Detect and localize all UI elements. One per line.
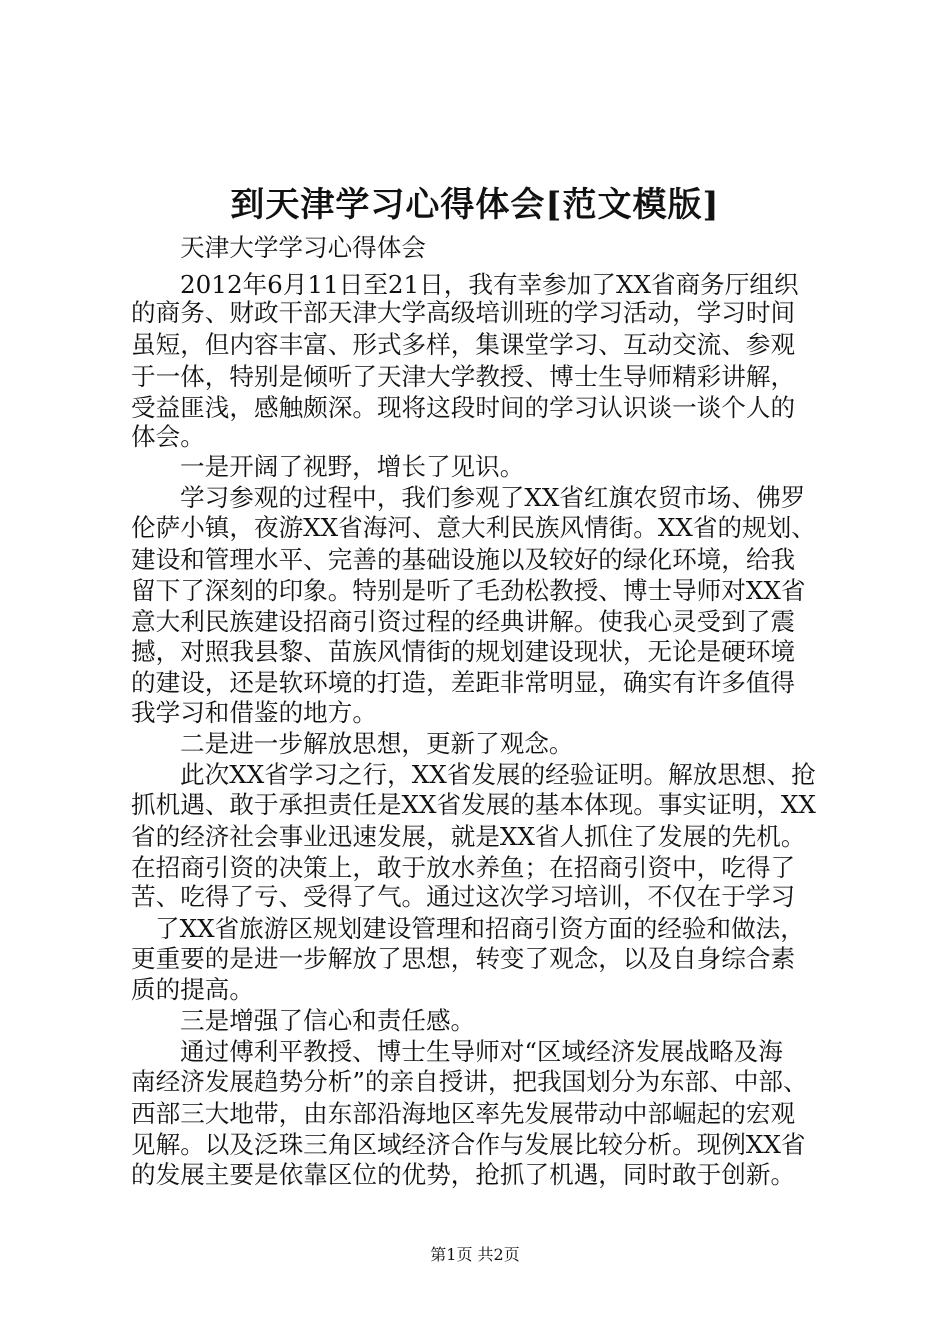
paragraph-line: 质的提高。: [131, 975, 254, 1004]
paragraph-line: 撼，对照我县黎、苗族风情街的规划建设现状，无论是硬环境: [131, 637, 796, 666]
paragraph-line: 伦萨小镇，夜游XX省海河、意大利民族风情街。XX省的规划、: [131, 513, 816, 542]
paragraph-line: 意大利民族建设招商引资过程的经典讲解。使我心灵受到了震: [131, 607, 796, 636]
paragraph-line: 于一体，特别是倾听了天津大学教授、博士生导师精彩讲解，: [131, 362, 796, 391]
paragraph-line: 虽短，但内容丰富、形式多样，集课堂学习、互动交流、参观: [131, 330, 796, 359]
section-heading: 一是开阔了视野，增长了见识。: [180, 452, 525, 481]
section-heading: 二是进一步解放思想，更新了观念。: [180, 729, 574, 758]
paragraph-line: 受益匪浅，感触颇深。现将这段时间的学习认识谈一谈个人的: [131, 393, 796, 422]
paragraph-line: 苦、吃得了亏、受得了气。通过这次学习培训，不仅在于学习: [131, 882, 796, 911]
paragraph-line: 通过傅利平教授、博士生导师对“区域经济发展战略及海: [180, 1037, 783, 1066]
paragraph-line: 的发展主要是依靠区位的优势，抢抓了机遇，同时敢于创新。: [131, 1160, 796, 1189]
paragraph-line: 抓机遇、敢于承担责任是XX省发展的基本体现。事实证明，XX: [131, 790, 816, 819]
paragraph-line: 西部三大地带，由东部沿海地区率先发展带动中部崛起的宏观: [131, 1099, 796, 1128]
document-title: 到天津学习心得体会[范文模版]: [230, 185, 720, 225]
paragraph-line: 在招商引资的决策上，敢于放水养鱼；在招商引资中，吃得了: [131, 853, 796, 882]
page-number-footer: 第1页 共2页: [430, 1245, 520, 1264]
paragraph-line: 此次XX省学习之行，XX省发展的经验证明。解放思想、抢: [180, 760, 816, 789]
paragraph-line: 南经济发展趋势分析”的亲自授讲，把我国划分为东部、中部、: [131, 1067, 808, 1096]
paragraph-line: 留下了深刻的印象。特别是听了毛劲松教授、博士导师对XX省: [131, 576, 806, 605]
paragraph-line: 的建设，还是软环境的打造，差距非常明显，确实有许多值得: [131, 668, 796, 697]
paragraph-line: 省的经济社会事业迅速发展，就是XX省人抓住了发展的先机。: [131, 822, 806, 851]
paragraph-line: 了XX省旅游区规划建设管理和招商引资方面的经验和做法，: [155, 914, 805, 943]
paragraph-line: 的商务、财政干部天津大学高级培训班的学习活动，学习时间: [131, 298, 796, 327]
paragraph-line: 学习参观的过程中，我们参观了XX省红旗农贸市场、佛罗: [180, 483, 806, 512]
paragraph-line: 我学习和借鉴的地方。: [131, 698, 377, 727]
paragraph-line: 见解。以及泛珠三角区域经济合作与发展比较分析。现例XX省: [131, 1130, 806, 1159]
paragraph-line: 体会。: [131, 422, 205, 451]
paragraph-line: 建设和管理水平、完善的基础设施以及较好的绿化环境，给我: [131, 545, 796, 574]
section-heading: 三是增强了信心和责任感。: [180, 1006, 476, 1035]
subtitle-line: 天津大学学习心得体会: [180, 233, 426, 262]
paragraph-line: 2012年6月11日至21日，我有幸参加了XX省商务厅组织: [180, 270, 799, 299]
paragraph-line: 更重要的是进一步解放了思想，转变了观念，以及自身综合素: [131, 944, 796, 973]
